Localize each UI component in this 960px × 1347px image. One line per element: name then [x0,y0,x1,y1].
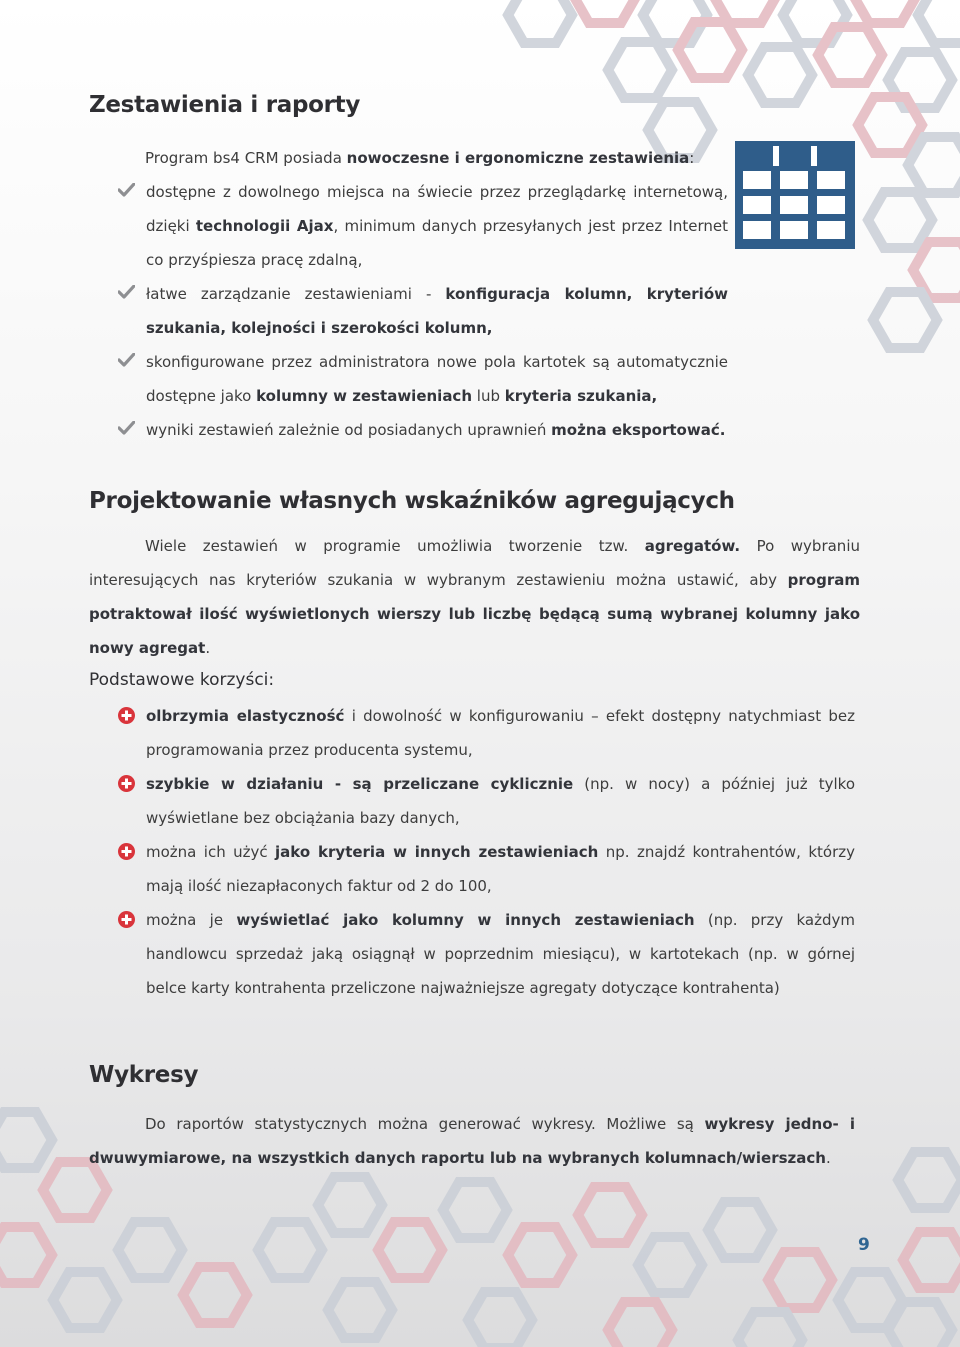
text: i dowolność w konfigurowaniu – efekt dostępny natychmiast bez programowania przez producenta systemu, [146,707,855,759]
text: łatwe zarządzanie zestawieniami - [146,285,446,303]
text: dostępne z dowolnego miejsca na świecie przez przeglądarkę internetową, dzięki [146,183,728,235]
text: , minimum danych przesyłanych jest przez Internet co przyśpiesza pracę zdalną, [146,217,728,269]
text: można ich użyć [146,843,276,861]
text: można je [146,911,237,929]
text: . [825,1149,831,1167]
section2-paragraph [89,529,860,665]
features-list [89,175,728,447]
text: . [205,639,211,657]
text: Wiele zestawień w programie umożliwia tworzenie tzw. [145,537,645,555]
list-item [89,175,728,277]
list-item [89,699,855,767]
text: Program bs4 CRM posiada [145,149,347,167]
text-bold: kolumny w zestawieniach [256,387,473,405]
text: skonfigurowane przez administratora nowe pola kartotek są automatycznie dostępne jako [146,353,728,405]
text-bold: jako kryteria w innych zestawieniach [275,843,599,861]
plus-circle-icon [118,775,135,792]
check-icon [118,421,135,435]
plus-circle-icon [118,843,135,860]
section1-intro [145,141,725,175]
section-title-reports: Zestawienia i raporty [89,92,361,118]
check-icon [118,183,135,197]
list-item [89,277,728,345]
check-icon [118,285,135,299]
benefits-list [89,699,855,1005]
text-bold: program potraktował ilość wyświetlonych wierszy lub liczbę będącą sumą wybranej kolumny jako nowy agregat [89,571,860,657]
table-calendar-icon [735,141,855,249]
plus-circle-icon [118,707,135,724]
text-bold: technologii Ajax [195,217,334,235]
list-item [89,767,855,835]
text-bold: można eksportować. [551,421,726,439]
text-bold: konfiguracja kolumn, kryteriów szukania, kolejności i szerokości kolumn, [146,285,728,337]
section-title-benefits: Podstawowe korzyści: [89,670,275,690]
text-bold: nowoczesne i ergonomiczne zestawienia [346,149,690,167]
text-bold: wykresy jedno- i dwuwymiarowe, na wszystkich danych raportu lub na wybranych kolumnach/wierszach [89,1115,855,1167]
list-item [89,835,855,903]
text: (np. w nocy) a później już tylko wyświetlane bez obciążania bazy danych, [146,775,855,827]
text: wyniki zestawień zależnie od posiadanych uprawnień [146,421,552,439]
text-bold: wyświetlać jako kolumny w innych zestawieniach [236,911,695,929]
page-number: 9 [858,1235,870,1255]
section4-paragraph [89,1107,855,1175]
text-bold: szybkie w działaniu - są przeliczane cyklicznie [146,775,574,793]
list-item [89,345,728,413]
list-item [89,413,728,447]
text: (np. przy każdym handlowcu sprzedaż jaką osiągnął w poprzednim miesiącu), w kartotekach (np. w górnej belce karty kontrahenta przeliczone najważniejsze agregaty dotyczące kontrahenta) [146,911,856,997]
section-title-charts: Wykresy [89,1062,199,1088]
text: np. znajdź kontrahentów, którzy mają ilość niezapłaconych faktur od 2 do 100, [146,843,855,895]
text-bold: agregatów. [644,537,741,555]
text: : [689,149,695,167]
text: lub [472,387,505,405]
list-item [89,903,855,1005]
text: Po wybraniu interesujących nas kryteriów szukania w wybranym zestawieniu można ustawić, aby [89,537,860,589]
text: Do raportów statystycznych można generować wykresy. Możliwe są [145,1115,705,1133]
section-title-aggregates: Projektowanie własnych wskaźników agregujących [89,488,735,514]
plus-circle-icon [118,911,135,928]
text-bold: olbrzymia elastyczność [146,707,345,725]
check-icon [118,353,135,367]
text-bold: kryteria szukania, [504,387,658,405]
